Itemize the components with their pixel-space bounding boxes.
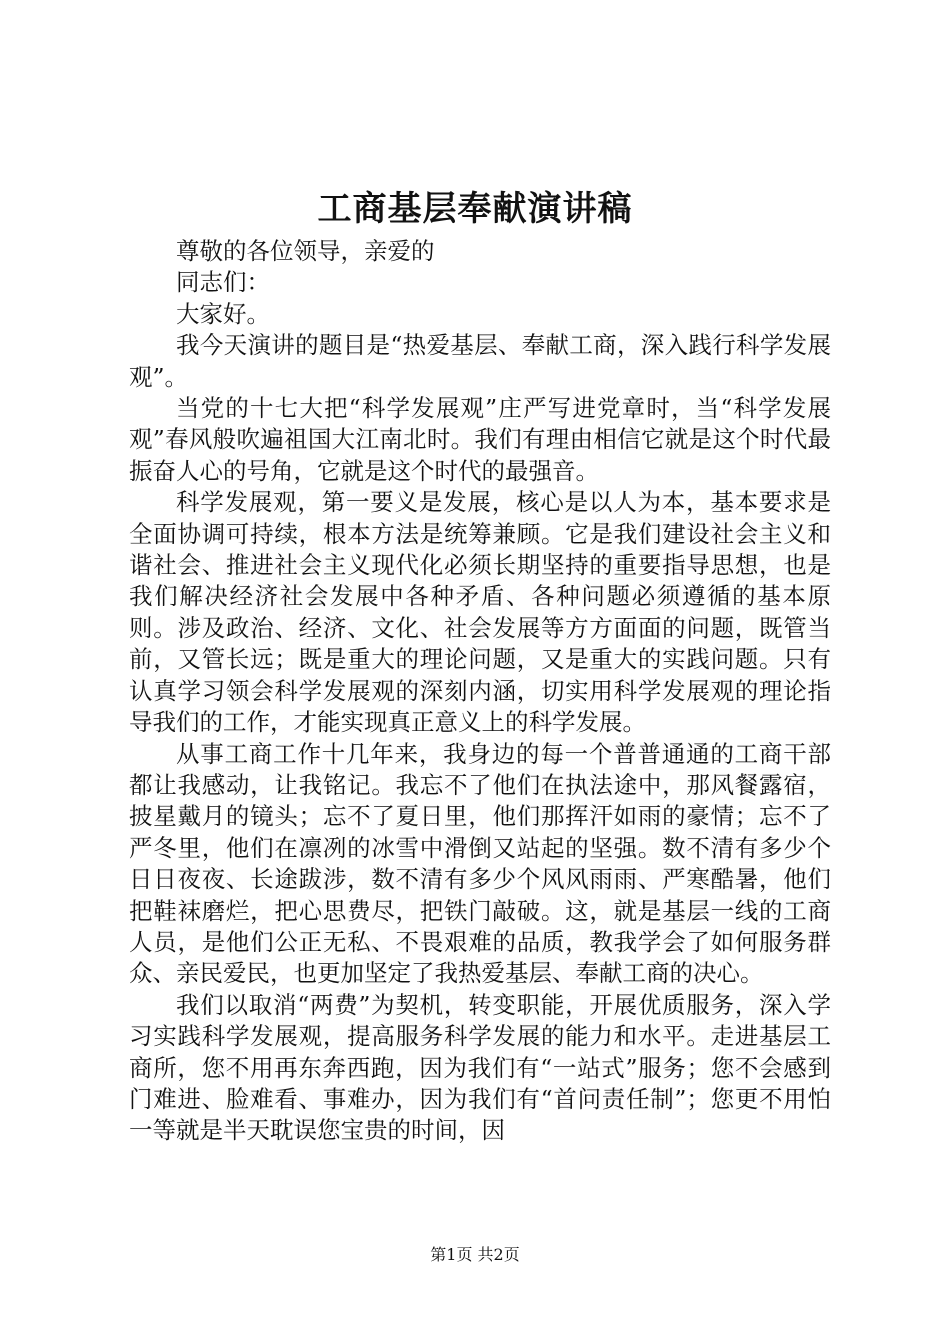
body-paragraph: 科学发展观，第一要义是发展，核心是以人为本，基本要求是全面协调可持续，根本方法是统筹兼顾。它是我们建设社会主义和谐社会、推进社会主义现代化必须长期坚持的重要指导思想，也是我们解决经济社会发展中各种矛盾、各种问题必须遵循的基本原则。涉及政治、经济、文化、社会发展等方方面面的问题，既管当前，又管长远；既是重大的理论问题，又是重大的实践问题。只有认真学习领会科学发展观的深刻内涵，切实用科学发展观的理论指导我们的工作，才能实现真正意义上的科学发展。 [129,488,831,737]
body-paragraph: 我们以取消“两费”为契机，转变职能，开展优质服务，深入学习实践科学发展观，提高服务科学发展的能力和水平。走进基层工商所，您不用再东奔西跑，因为我们有“一站式”服务；您不会感到门难进、脸难看、事难办，因为我们有“首问责任制”；您更不用怕一等就是半天耽误您宝贵的时间，因 [129,990,831,1145]
page-footer: 第1页 共2页 [430,1245,520,1264]
salutation-line: 同志们： [176,268,270,297]
body-paragraph: 我今天演讲的题目是“热爱基层、奉献工商，深入践行科学发展观”。 [129,331,831,391]
greeting-line: 大家好。 [176,299,270,328]
salutation-line: 尊敬的各位领导，亲爱的 [176,237,435,265]
body-paragraph: 当党的十七大把“科学发展观”庄严写进党章时，当“科学发展观”春风般吹遍祖国大江南北时。我们有理由相信它就是这个时代最振奋人心的号角，它就是这个时代的最强音。 [129,394,831,485]
document-body [129,236,831,1147]
body-paragraph: 从事工商工作十几年来，我身边的每一个普普通通的工商干部都让我感动，让我铭记。我忘不了他们在执法途中，那风餐露宿，披星戴月的镜头；忘不了夏日里，他们那挥汗如雨的豪情；忘不了严冬里，他们在凛冽的冰雪中滑倒又站起的坚强。数不清有多少个日日夜夜、长途跋涉，数不清有多少个风风雨雨、严寒酷暑，他们把鞋袜磨烂，把心思费尽，把铁门敲破。这，就是基层一线的工商人员，是他们公正无私、不畏艰难的品质，教我学会了如何服务群众、亲民爱民，也更加坚定了我热爱基层、奉献工商的决心。 [129,739,831,988]
document-title: 工商基层奉献演讲稿 [317,189,633,229]
